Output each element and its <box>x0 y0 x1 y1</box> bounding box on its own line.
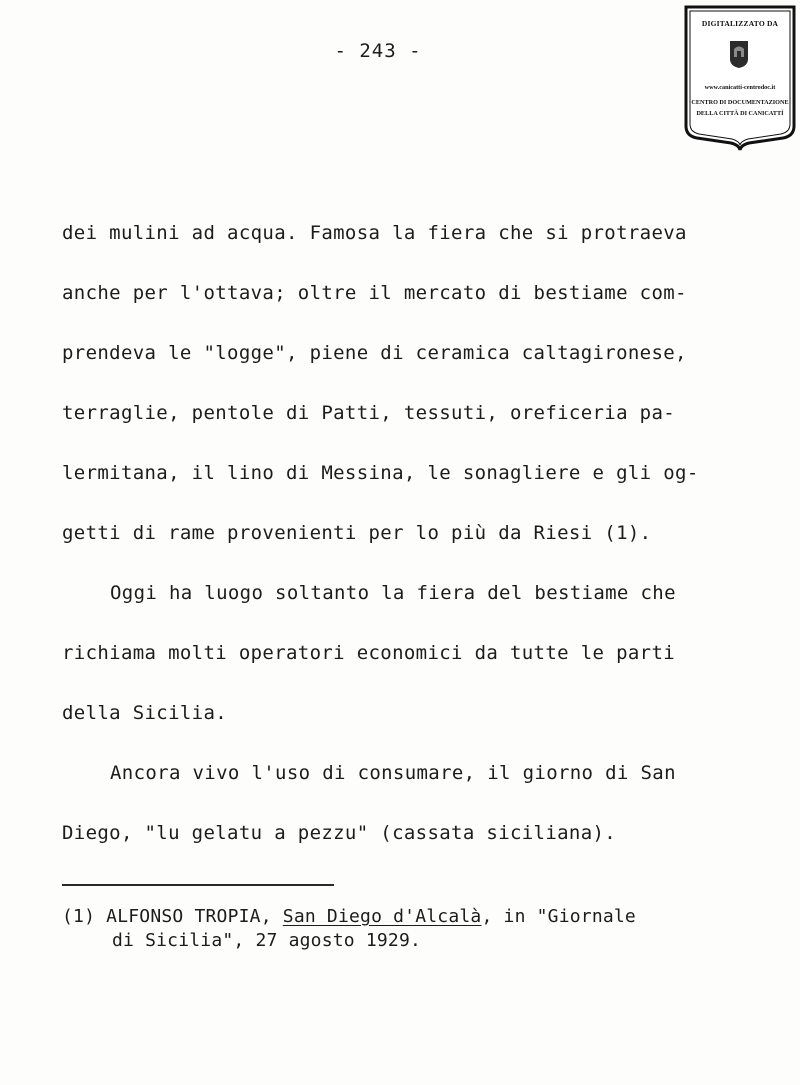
footnote-line-1 <box>62 906 636 927</box>
stamp-url: www.canicatti-centrodoc.it <box>704 84 776 91</box>
footnote-rule <box>62 884 334 886</box>
coat-of-arms-icon <box>728 39 750 69</box>
footnote-line-2: di Sicilia", 27 agosto 1929. <box>112 930 422 951</box>
text-line: della Sicilia. <box>62 702 228 724</box>
stamp-center-line1: CENTRO DI DOCUMENTAZIONE <box>691 99 789 106</box>
text-line: Oggi ha luogo soltanto la fiera del bestiame che <box>110 582 676 604</box>
footnote-author: ALFONSO TROPIA, <box>106 906 272 927</box>
footnote-marker: (1) <box>62 906 96 927</box>
footnote-rest: , in "Giornale <box>481 906 636 927</box>
text-line: prendeva le "logge", piene di ceramica caltagironese, <box>62 342 687 364</box>
footnote-title: San Diego d'Alcalà <box>282 906 482 927</box>
text-line: Diego, "lu gelatu a pezzu" (cassata siciliana). <box>62 822 617 844</box>
text-line: terraglie, pentole di Patti, tessuti, oreficeria pa- <box>62 402 676 424</box>
stamp-center-line2: DELLA CITTÀ DI CANICATTÌ <box>696 110 784 117</box>
text-line: getti di rame provenienti per lo più da Riesi (1). <box>62 522 652 544</box>
page-number: - 243 - <box>334 40 422 62</box>
text-line: anche per l'ottava; oltre il mercato di bestiame com- <box>62 282 687 304</box>
text-line: Ancora vivo l'uso di consumare, il giorno di San <box>110 762 676 784</box>
text-line: dei mulini ad acqua. Famosa la fiera che si protraeva <box>62 222 687 244</box>
digitization-stamp <box>683 4 797 152</box>
stamp-header: DIGITALIZZATO DA <box>701 19 779 28</box>
text-line: richiama molti operatori economici da tutte le parti <box>62 642 676 664</box>
text-line: lermitana, il lino di Messina, le sonagliere e gli og- <box>62 462 699 484</box>
